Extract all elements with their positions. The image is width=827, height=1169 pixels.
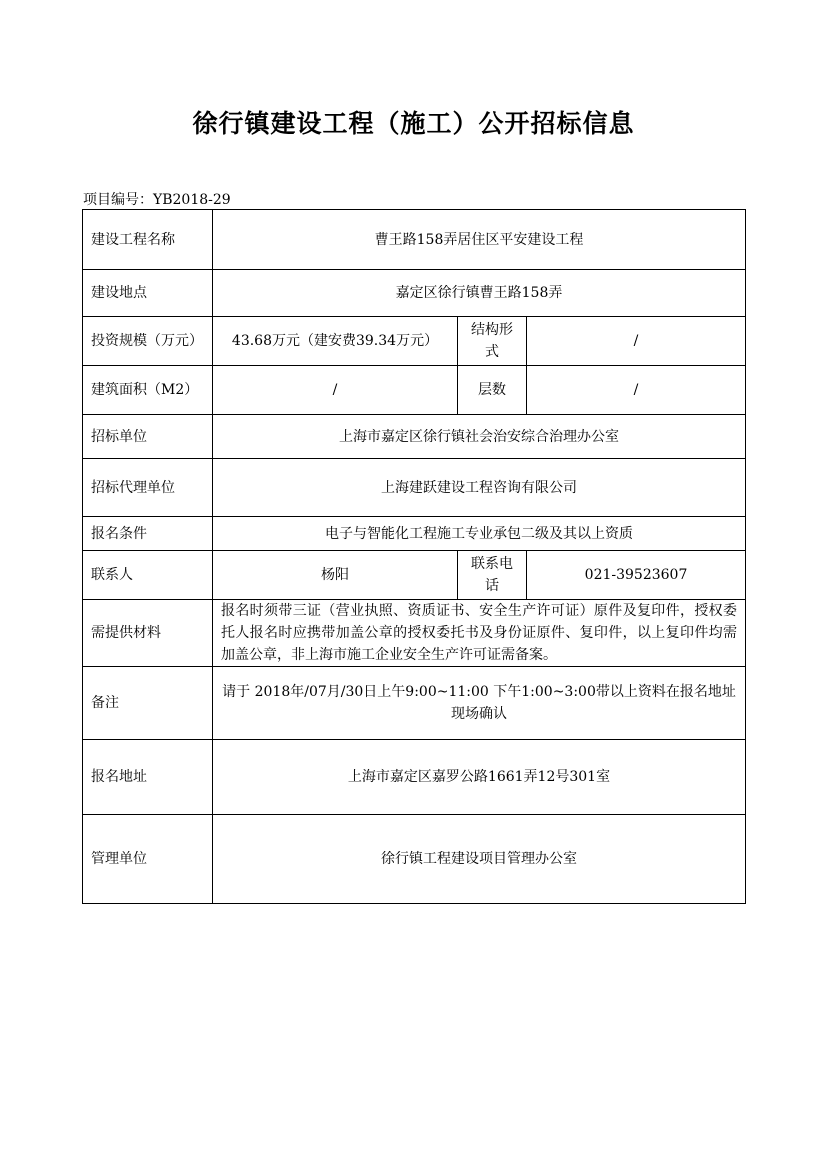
- tenderer-value: 上海市嘉定区徐行镇社会治安综合治理办公室: [213, 415, 746, 459]
- table-row: [83, 517, 746, 551]
- floors-label: 层数: [458, 366, 527, 415]
- table-row: [83, 210, 746, 270]
- table-row: [83, 366, 746, 415]
- floors-value: /: [527, 366, 746, 415]
- location-label: 建设地点: [83, 270, 213, 317]
- table-row: [83, 415, 746, 459]
- phone-value: 021-39523607: [527, 551, 746, 600]
- address-label: 报名地址: [83, 740, 213, 815]
- remarks-value: 请于 2018年/07月/30日上午9:00~11:00 下午1:00~3:00带以上资料在报名地址现场确认: [213, 667, 746, 740]
- address-value: 上海市嘉定区嘉罗公路1661弄12号301室: [213, 740, 746, 815]
- agent-value: 上海建跃建设工程咨询有限公司: [213, 459, 746, 517]
- table-row: [83, 600, 746, 667]
- agent-label: 招标代理单位: [83, 459, 213, 517]
- phone-label: 联系电话: [458, 551, 527, 600]
- conditions-label: 报名条件: [83, 517, 213, 551]
- contact-label: 联系人: [83, 551, 213, 600]
- remarks-label: 备注: [83, 667, 213, 740]
- contact-value: 杨阳: [213, 551, 458, 600]
- structure-label: 结构形式: [458, 317, 527, 366]
- materials-label: 需提供材料: [83, 600, 213, 667]
- investment-value: 43.68万元（建安费39.34万元）: [213, 317, 458, 366]
- structure-value: /: [527, 317, 746, 366]
- table-row: [83, 667, 746, 740]
- management-label: 管理单位: [83, 815, 213, 904]
- area-label: 建筑面积（M2）: [83, 366, 213, 415]
- project-name-value: 曹王路158弄居住区平安建设工程: [213, 210, 746, 270]
- table-row: [83, 740, 746, 815]
- materials-value: 报名时须带三证（营业执照、资质证书、安全生产许可证）原件及复印件，授权委托人报名时应携带加盖公章的授权委托书及身份证原件、复印件，以上复印件均需加盖公章，非上海市施工企业安全生产许可证需备案。: [213, 600, 746, 667]
- management-value: 徐行镇工程建设项目管理办公室: [213, 815, 746, 904]
- table-row: [83, 551, 746, 600]
- area-value: /: [213, 366, 458, 415]
- tender-info-table: [82, 209, 746, 904]
- tenderer-label: 招标单位: [83, 415, 213, 459]
- table-row: [83, 815, 746, 904]
- project-name-label: 建设工程名称: [83, 210, 213, 270]
- table-row: [83, 270, 746, 317]
- location-value: 嘉定区徐行镇曹王路158弄: [213, 270, 746, 317]
- conditions-value: 电子与智能化工程施工专业承包二级及其以上资质: [213, 517, 746, 551]
- project-number: 项目编号：YB2018-29: [83, 192, 231, 208]
- table-row: [83, 317, 746, 366]
- table-row: [83, 459, 746, 517]
- page-title: 徐行镇建设工程（施工）公开招标信息: [192, 109, 635, 138]
- investment-label: 投资规模（万元）: [83, 317, 213, 366]
